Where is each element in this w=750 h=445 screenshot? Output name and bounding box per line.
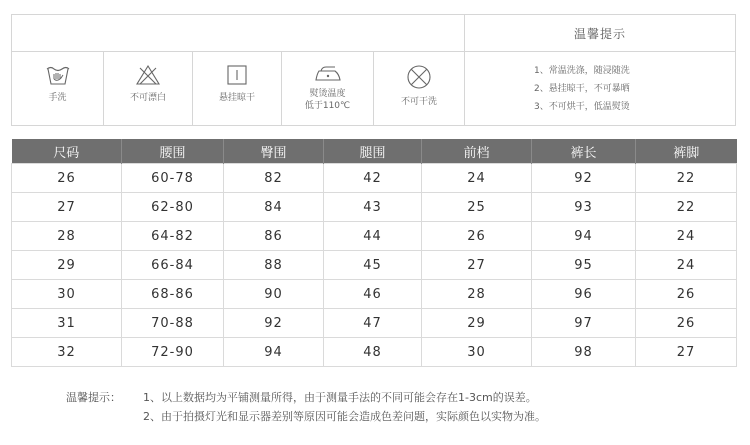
table-cell: 97 <box>532 309 636 338</box>
header-hip: 臀围 <box>224 139 324 164</box>
care-cell-no-dry-clean <box>374 52 465 125</box>
care-label-no-dry-clean: 不可干洗 <box>400 97 437 107</box>
iron-low-icon <box>314 64 342 82</box>
table-cell: 22 <box>636 164 737 193</box>
table-cell: 26 <box>422 222 532 251</box>
care-cell-hand-wash <box>12 52 104 125</box>
table-cell: 26 <box>636 280 737 309</box>
table-cell: 29 <box>12 251 122 280</box>
table-row <box>12 338 737 367</box>
table-cell: 72-90 <box>122 338 224 367</box>
table-cell: 30 <box>12 280 122 309</box>
care-label-iron <box>282 88 373 112</box>
care-label-hand-wash: 手洗 <box>48 93 67 103</box>
table-row <box>12 222 737 251</box>
table-cell: 98 <box>532 338 636 367</box>
care-icons-row <box>12 52 465 125</box>
care-label-hang-dry: 悬挂晾干 <box>218 93 255 103</box>
table-cell: 64-82 <box>122 222 224 251</box>
table-cell: 22 <box>636 193 737 222</box>
header-length: 裤长 <box>532 139 636 164</box>
note-line-1: 1、以上数据均为平铺测量所得，由于测量手法的不同可能会存在1-3cm的误差。 <box>143 391 537 404</box>
hand-wash-icon <box>45 64 71 86</box>
footer-notes <box>66 388 706 426</box>
size-table <box>11 139 737 367</box>
table-cell: 92 <box>224 309 324 338</box>
table-cell: 32 <box>12 338 122 367</box>
note-row-1 <box>66 388 706 407</box>
table-cell: 24 <box>636 222 737 251</box>
table-cell: 24 <box>636 251 737 280</box>
table-cell: 93 <box>532 193 636 222</box>
table-cell: 44 <box>324 222 422 251</box>
table-row <box>12 193 737 222</box>
table-cell: 30 <box>422 338 532 367</box>
hang-dry-icon <box>226 64 248 86</box>
note-lead: 温馨提示： <box>66 391 121 404</box>
table-cell: 62-80 <box>122 193 224 222</box>
table-cell: 70-88 <box>122 309 224 338</box>
table-cell: 27 <box>422 251 532 280</box>
care-label-iron-line2: 低于110℃ <box>304 101 351 111</box>
table-cell: 26 <box>636 309 737 338</box>
care-cell-hang-dry <box>193 52 282 125</box>
table-cell: 25 <box>422 193 532 222</box>
care-tip-1: 1、常温洗涤，随浸随洗 <box>534 65 630 76</box>
header-front-rise: 前档 <box>422 139 532 164</box>
table-cell: 86 <box>224 222 324 251</box>
table-row <box>12 309 737 338</box>
table-cell: 31 <box>12 309 122 338</box>
table-cell: 28 <box>422 280 532 309</box>
size-table-header <box>12 139 737 164</box>
table-cell: 94 <box>224 338 324 367</box>
table-cell: 92 <box>532 164 636 193</box>
table-row <box>12 280 737 309</box>
care-cell-no-bleach <box>104 52 193 125</box>
table-cell: 48 <box>324 338 422 367</box>
table-cell: 60-78 <box>122 164 224 193</box>
header-thigh: 腿围 <box>324 139 422 164</box>
note-line-2: 2、由于拍摄灯光和显示器差别等原因可能会造成色差问题，实际颜色以实物为准。 <box>143 410 546 423</box>
table-row <box>12 251 737 280</box>
care-instructions-panel <box>11 14 736 126</box>
care-tips-title: 温馨提示 <box>465 15 735 52</box>
header-leg-opening: 裤脚 <box>636 139 737 164</box>
care-label-iron-line1: 熨烫温度 <box>309 89 346 99</box>
table-cell: 43 <box>324 193 422 222</box>
care-tip-2: 2、悬挂晾干，不可暴晒 <box>534 83 630 94</box>
table-cell: 29 <box>422 309 532 338</box>
table-cell: 42 <box>324 164 422 193</box>
table-cell: 27 <box>636 338 737 367</box>
header-size: 尺码 <box>12 139 122 164</box>
table-cell: 46 <box>324 280 422 309</box>
table-cell: 90 <box>224 280 324 309</box>
no-bleach-icon <box>135 64 161 86</box>
table-cell: 26 <box>12 164 122 193</box>
table-cell: 28 <box>12 222 122 251</box>
care-label-no-bleach: 不可漂白 <box>129 93 166 103</box>
table-cell: 66-84 <box>122 251 224 280</box>
table-cell: 88 <box>224 251 324 280</box>
care-tip-3: 3、不可烘干，低温熨烫 <box>534 101 630 112</box>
table-row <box>12 164 737 193</box>
table-cell: 82 <box>224 164 324 193</box>
table-cell: 47 <box>324 309 422 338</box>
care-tips-list <box>465 52 735 125</box>
size-table-body <box>12 164 737 367</box>
table-cell: 94 <box>532 222 636 251</box>
table-cell: 84 <box>224 193 324 222</box>
table-cell: 27 <box>12 193 122 222</box>
table-cell: 95 <box>532 251 636 280</box>
no-dry-clean-icon <box>406 64 432 90</box>
care-cell-iron <box>282 52 374 125</box>
table-cell: 45 <box>324 251 422 280</box>
header-waist: 腰围 <box>122 139 224 164</box>
table-cell: 24 <box>422 164 532 193</box>
table-cell: 68-86 <box>122 280 224 309</box>
care-top-strip <box>12 15 465 52</box>
table-cell: 96 <box>532 280 636 309</box>
